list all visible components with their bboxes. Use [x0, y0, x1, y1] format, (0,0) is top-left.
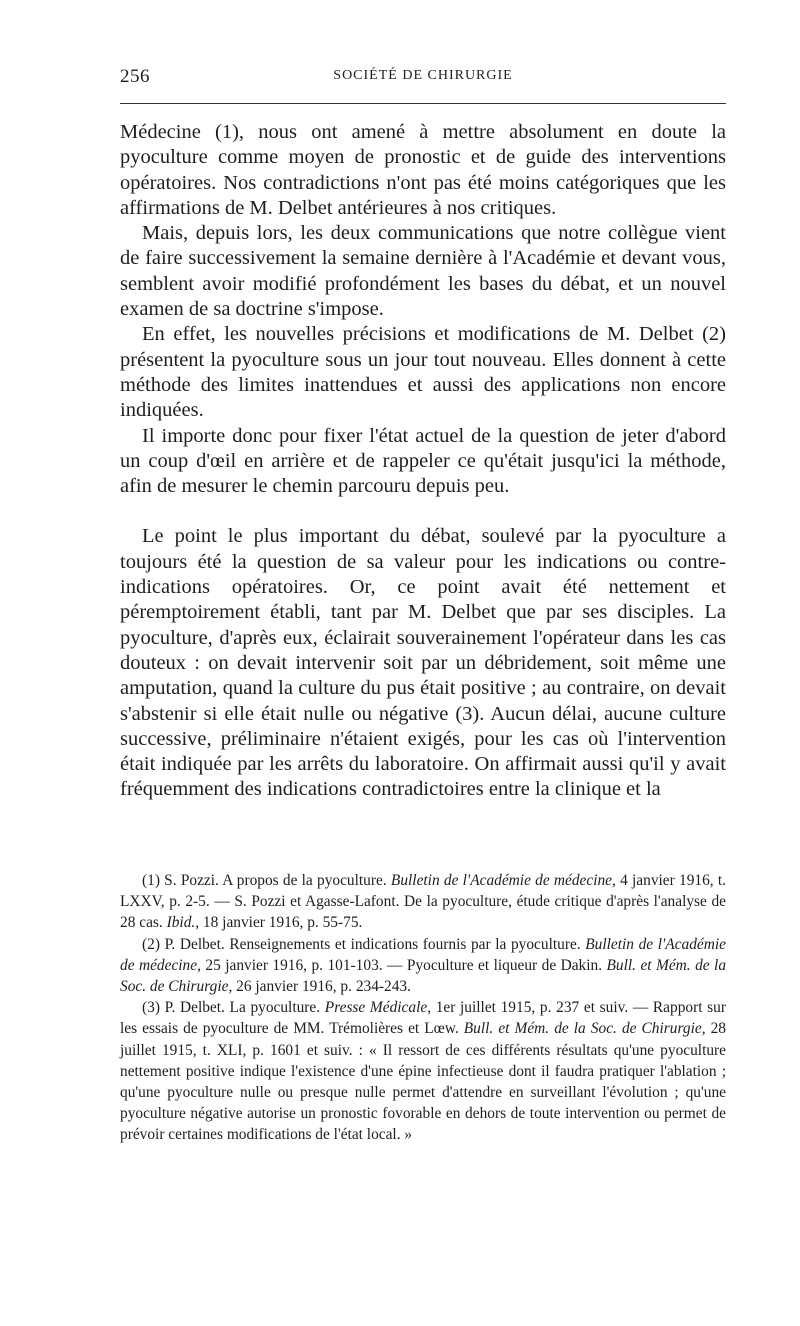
footnote-3: (3) P. Delbet. La pyoculture. Presse Médicale, 1er juillet 1915, p. 237 et suiv. — Rapport sur les essais de pyoculture de MM. Trémolières et Lœw. Bull. et Mém. de la Soc. de Chirurgie, 28 juillet 1915, t. XLI, p. 1601 et suiv. : « Il ressort de ces différents résultats qu'une pyoculture nettement positive indique l'existence d'une épine infectieuse dont il faudra pratiquer l'ablation ; qu'une pyoculture nulle ou presque nulle permet d'attendre en surveillant l'évolution ; qu'une pyoculture négative autorise un pronostic fovorable en dehors de toute intervention ou permet de prévoir certaines modifications de l'état local. »	[120, 999, 726, 1144]
paragraph-4: Il importe donc pour fixer l'état actuel de la question de jeter d'abord un coup d'œil en arrière et de rappeler ce qu'était jusqu'ici la méthode, afin de mesurer le chemin parcouru depuis peu.	[120, 424, 726, 498]
footnote-2: (2) P. Delbet. Renseignements et indications fournis par la pyoculture. Bulletin de l'Académie de médecine, 25 janvier 1916, p. 101-103. — Pyoculture et liqueur de Dakin. Bull. et Mém. de la Soc. de Chirurgie, 26 janvier 1916, p. 234-243.	[120, 935, 727, 996]
body-text	[120, 120, 726, 803]
footnote-1: (1) S. Pozzi. A propos de la pyoculture. Bulletin de l'Académie de médecine, 4 janvier 1916, t. LXXV, p. 2-5. — S. Pozzi et Agasse-Lafont. De la pyoculture, étude critique d'après l'analyse de 28 cas. Ibid., 18 janvier 1916, p. 55-75.	[120, 872, 726, 932]
page-header	[120, 66, 726, 92]
paragraph-2: Mais, depuis lors, les deux communications que notre collègue vient de faire successivement la semaine dernière à l'Académie et devant vous, semblent avoir modifié profondément les bases du débat, et un nouvel examen de sa doctrine s'impose.	[120, 222, 726, 321]
paragraph-5: Le point le plus important du débat, soulevé par la pyoculture a toujours été la question de sa valeur pour les indications ou contre-indications opératoires. Or, ce point avait été nettement et péremptoirement établi, tant par M. Delbet que par ses disciples. La pyoculture, d'après eux, éclairait souverainement l'opérateur dans les cas douteux : on devait intervenir soit par un débridement, soit même une amputation, quand la culture du pus était positive ; au contraire, on devait s'abstenir si elle était nulle ou négative (3). Aucun délai, aucune culture successive, préliminaire n'étaient exigés, pour les cas où l'intervention était indiquée par les arrêts du laboratoire. On affirmait aussi qu'il y avait fréquemment des indications contradictoires entre la clinique et la	[120, 525, 726, 801]
page-number: 256	[120, 66, 150, 87]
header-rule	[120, 103, 726, 104]
footnotes	[120, 870, 726, 1146]
paragraph-1: Médecine (1), nous ont amené à mettre absolument en doute la pyoculture comme moyen de pronostic et de guide des interventions opératoires. Nos contradictions n'ont pas été moins catégoriques que les affirmations de M. Delbet antérieures à nos critiques.	[120, 121, 726, 219]
paragraph-3: En effet, les nouvelles précisions et modifications de M. Delbet (2) présentent la pyoculture sous un jour tout nouveau. Elles donnent à cette méthode des limites inattendues et aussi des applications non encore indiquées.	[120, 323, 726, 422]
running-title: SOCIÉTÉ DE CHIRURGIE	[333, 68, 513, 83]
